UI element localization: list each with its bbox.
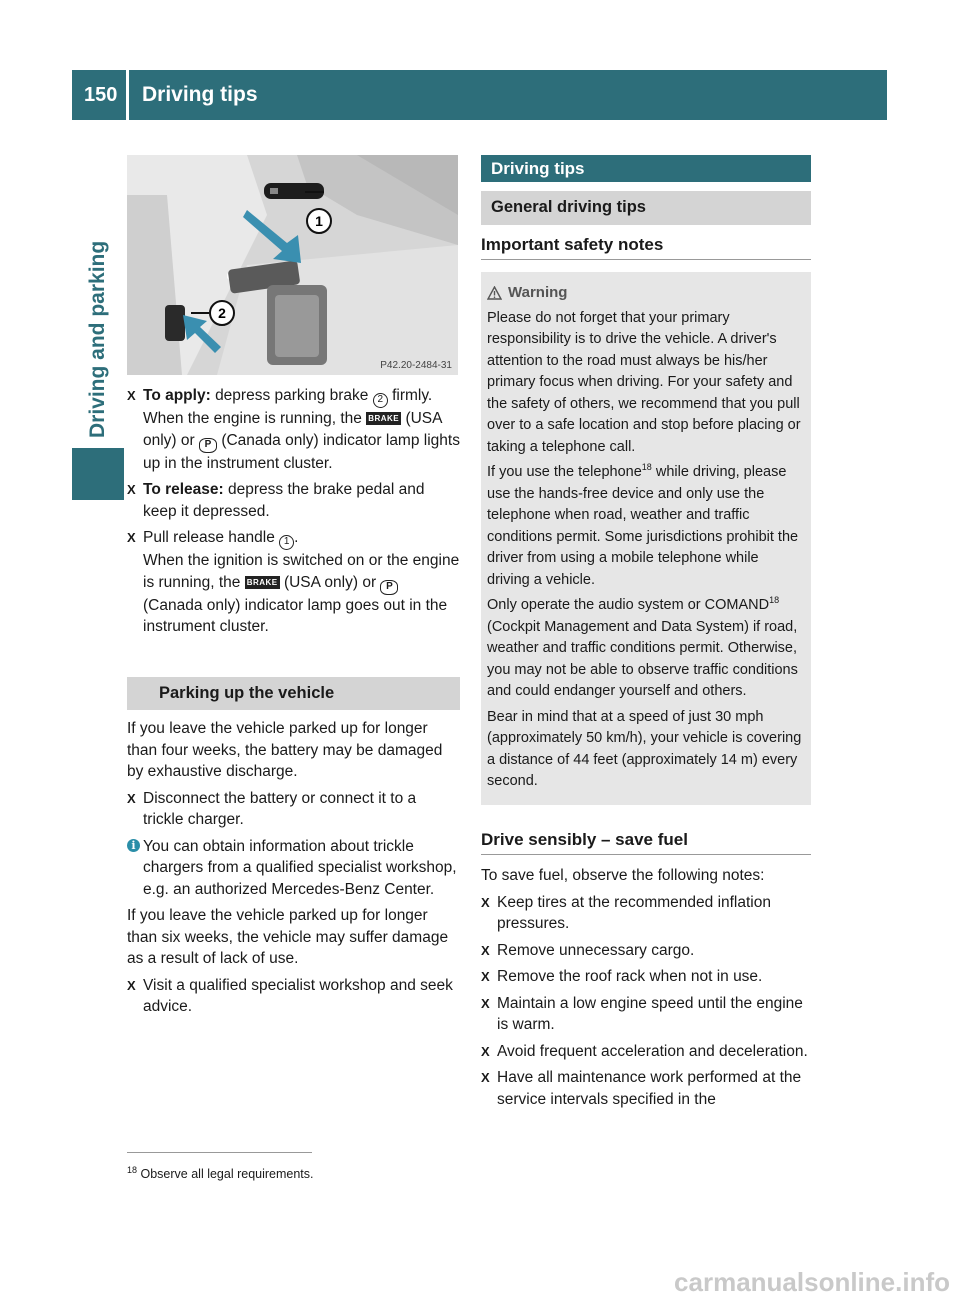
fuel-tip: X Avoid frequent acceleration and deceleration. bbox=[481, 1041, 811, 1063]
warning-paragraph-1: Please do not forget that your primary responsibility is to drive the vehicle. A driver's attention to the road must always be his/her primary focus when driving. For your safety and the safety of others, we recommend that you pull over to a safe location and stop before placing or taking a telephone call. bbox=[487, 309, 801, 455]
header-divider bbox=[126, 70, 129, 120]
step-icon: X bbox=[481, 942, 490, 958]
footnote-divider bbox=[127, 1152, 312, 1153]
right-column bbox=[481, 155, 811, 1115]
fuel-tip: X Keep tires at the recommended inflation pressures. bbox=[481, 893, 771, 932]
chapter-heading: Driving tips bbox=[481, 155, 811, 182]
step-icon: X bbox=[127, 482, 136, 497]
parking-indicator-icon: P bbox=[380, 580, 398, 595]
brake-indicator-icon: BRAKE bbox=[246, 577, 278, 587]
left-column bbox=[127, 385, 460, 1023]
parking-paragraph-2: If you leave the vehicle parked up for longer than six weeks, the vehicle may suffer damage as a result of lack of use. bbox=[127, 907, 449, 967]
warning-paragraph-2: If you use the telephone$^{18}$ while driving, please use the hands-free device and only use the telephone when road, weather and traffic conditions permit. Some jurisdictions prohibit the driver from using a mobile telephone while driving a vehicle. bbox=[487, 462, 799, 588]
warning-triangle-icon bbox=[487, 286, 502, 300]
side-tab-marker bbox=[72, 448, 124, 500]
warning-paragraph-3: Only operate the audio system or COMAND$^{18}$ (Cockpit Management and Data System) if road, weather and traffic conditions permit. Otherwise, you may not be able to observe traffic conditions and could endanger yourself and others. bbox=[487, 595, 798, 699]
footnote-ref: 18 bbox=[641, 462, 652, 473]
page-number: 150 bbox=[84, 84, 118, 106]
parking-step-2: X Visit a qualified specialist workshop and seek advice. bbox=[127, 976, 453, 1015]
circle-2-icon: 2 bbox=[373, 393, 388, 408]
parking-paragraph-1: If you leave the vehicle parked up for longer than four weeks, the battery may be damaged by exhaustive discharge. bbox=[127, 720, 443, 780]
pull-handle-instruction: X Pull release handle 1 . When the ignition is switched on or the engine is running, the BRAKE (USA only) or P (Canada only) indicator lamp goes out in the instrument cluster. bbox=[127, 529, 460, 635]
parking-brake-pedal bbox=[165, 305, 185, 341]
side-tab-label: Driving and parking bbox=[86, 240, 109, 438]
fuel-intro: To save fuel, observe the following notes: bbox=[481, 867, 765, 884]
warning-title: Warning bbox=[487, 282, 805, 304]
step-icon: X bbox=[127, 790, 136, 806]
step-icon: X bbox=[481, 1070, 490, 1085]
fuel-tip: X Remove the roof rack when not in use. bbox=[481, 966, 811, 988]
step-icon: X bbox=[127, 388, 136, 403]
step-icon: X bbox=[481, 894, 490, 910]
warning-paragraph-4: Bear in mind that at a speed of just 30 mph (approximately 50 km/h), your vehicle is covering a distance of 44 feet (approximately 14 m) every second. bbox=[487, 708, 802, 789]
footnote: $^{18}$ Observe all legal requirements. bbox=[127, 1164, 314, 1181]
parking-brake-photo bbox=[127, 155, 458, 375]
footnote-number: 18 bbox=[127, 1164, 138, 1175]
fuel-tip: X Maintain a low engine speed until the engine is warm. bbox=[481, 994, 803, 1033]
step-icon: X bbox=[481, 1043, 490, 1059]
step-icon: X bbox=[127, 530, 136, 545]
parking-indicator-icon: P bbox=[199, 438, 217, 453]
fuel-tip: X Have all maintenance work performed at the service intervals specified in the bbox=[481, 1069, 802, 1108]
fuel-heading: Drive sensibly – save fuel bbox=[481, 829, 811, 856]
page-title: Driving tips bbox=[142, 83, 258, 106]
info-icon: i bbox=[127, 839, 140, 852]
circle-1-icon: 1 bbox=[279, 535, 294, 550]
subsection-heading: Important safety notes bbox=[481, 234, 811, 261]
footnote-ref: 18 bbox=[769, 595, 780, 606]
apply-instruction: X To apply: depress parking brake 2 firmly. When the engine is running, the BRAKE (USA only) or P (Canada only) indicator lamp lights up in the instrument cluster. bbox=[127, 387, 460, 472]
photo-caption: P42.20-2484-31 bbox=[380, 360, 452, 371]
side-tab bbox=[86, 168, 126, 438]
step-icon: X bbox=[127, 977, 136, 993]
parking-step-1: X Disconnect the battery or connect it to a trickle charger. bbox=[127, 789, 417, 828]
parking-info: i You can obtain information about trickle chargers from a qualified specialist workshop, e.g. an authorized Mercedes-Benz Center. bbox=[127, 836, 460, 901]
step-icon: X bbox=[481, 969, 490, 984]
parking-brake-illustration bbox=[127, 155, 458, 375]
watermark: carmanualsonline.info bbox=[674, 1267, 950, 1297]
callout-1: 1 bbox=[315, 213, 323, 229]
step-icon: X bbox=[481, 995, 490, 1011]
warning-box bbox=[481, 272, 811, 805]
section-heading: General driving tips bbox=[481, 191, 811, 225]
release-instruction: X To release: depress the brake pedal and keep it depressed. bbox=[127, 481, 425, 520]
brake-indicator-icon: BRAKE bbox=[368, 414, 400, 423]
fuel-tip: X Remove unnecessary cargo. bbox=[481, 940, 811, 962]
parking-heading: Parking up the vehicle bbox=[127, 677, 460, 711]
callout-2: 2 bbox=[218, 305, 226, 321]
